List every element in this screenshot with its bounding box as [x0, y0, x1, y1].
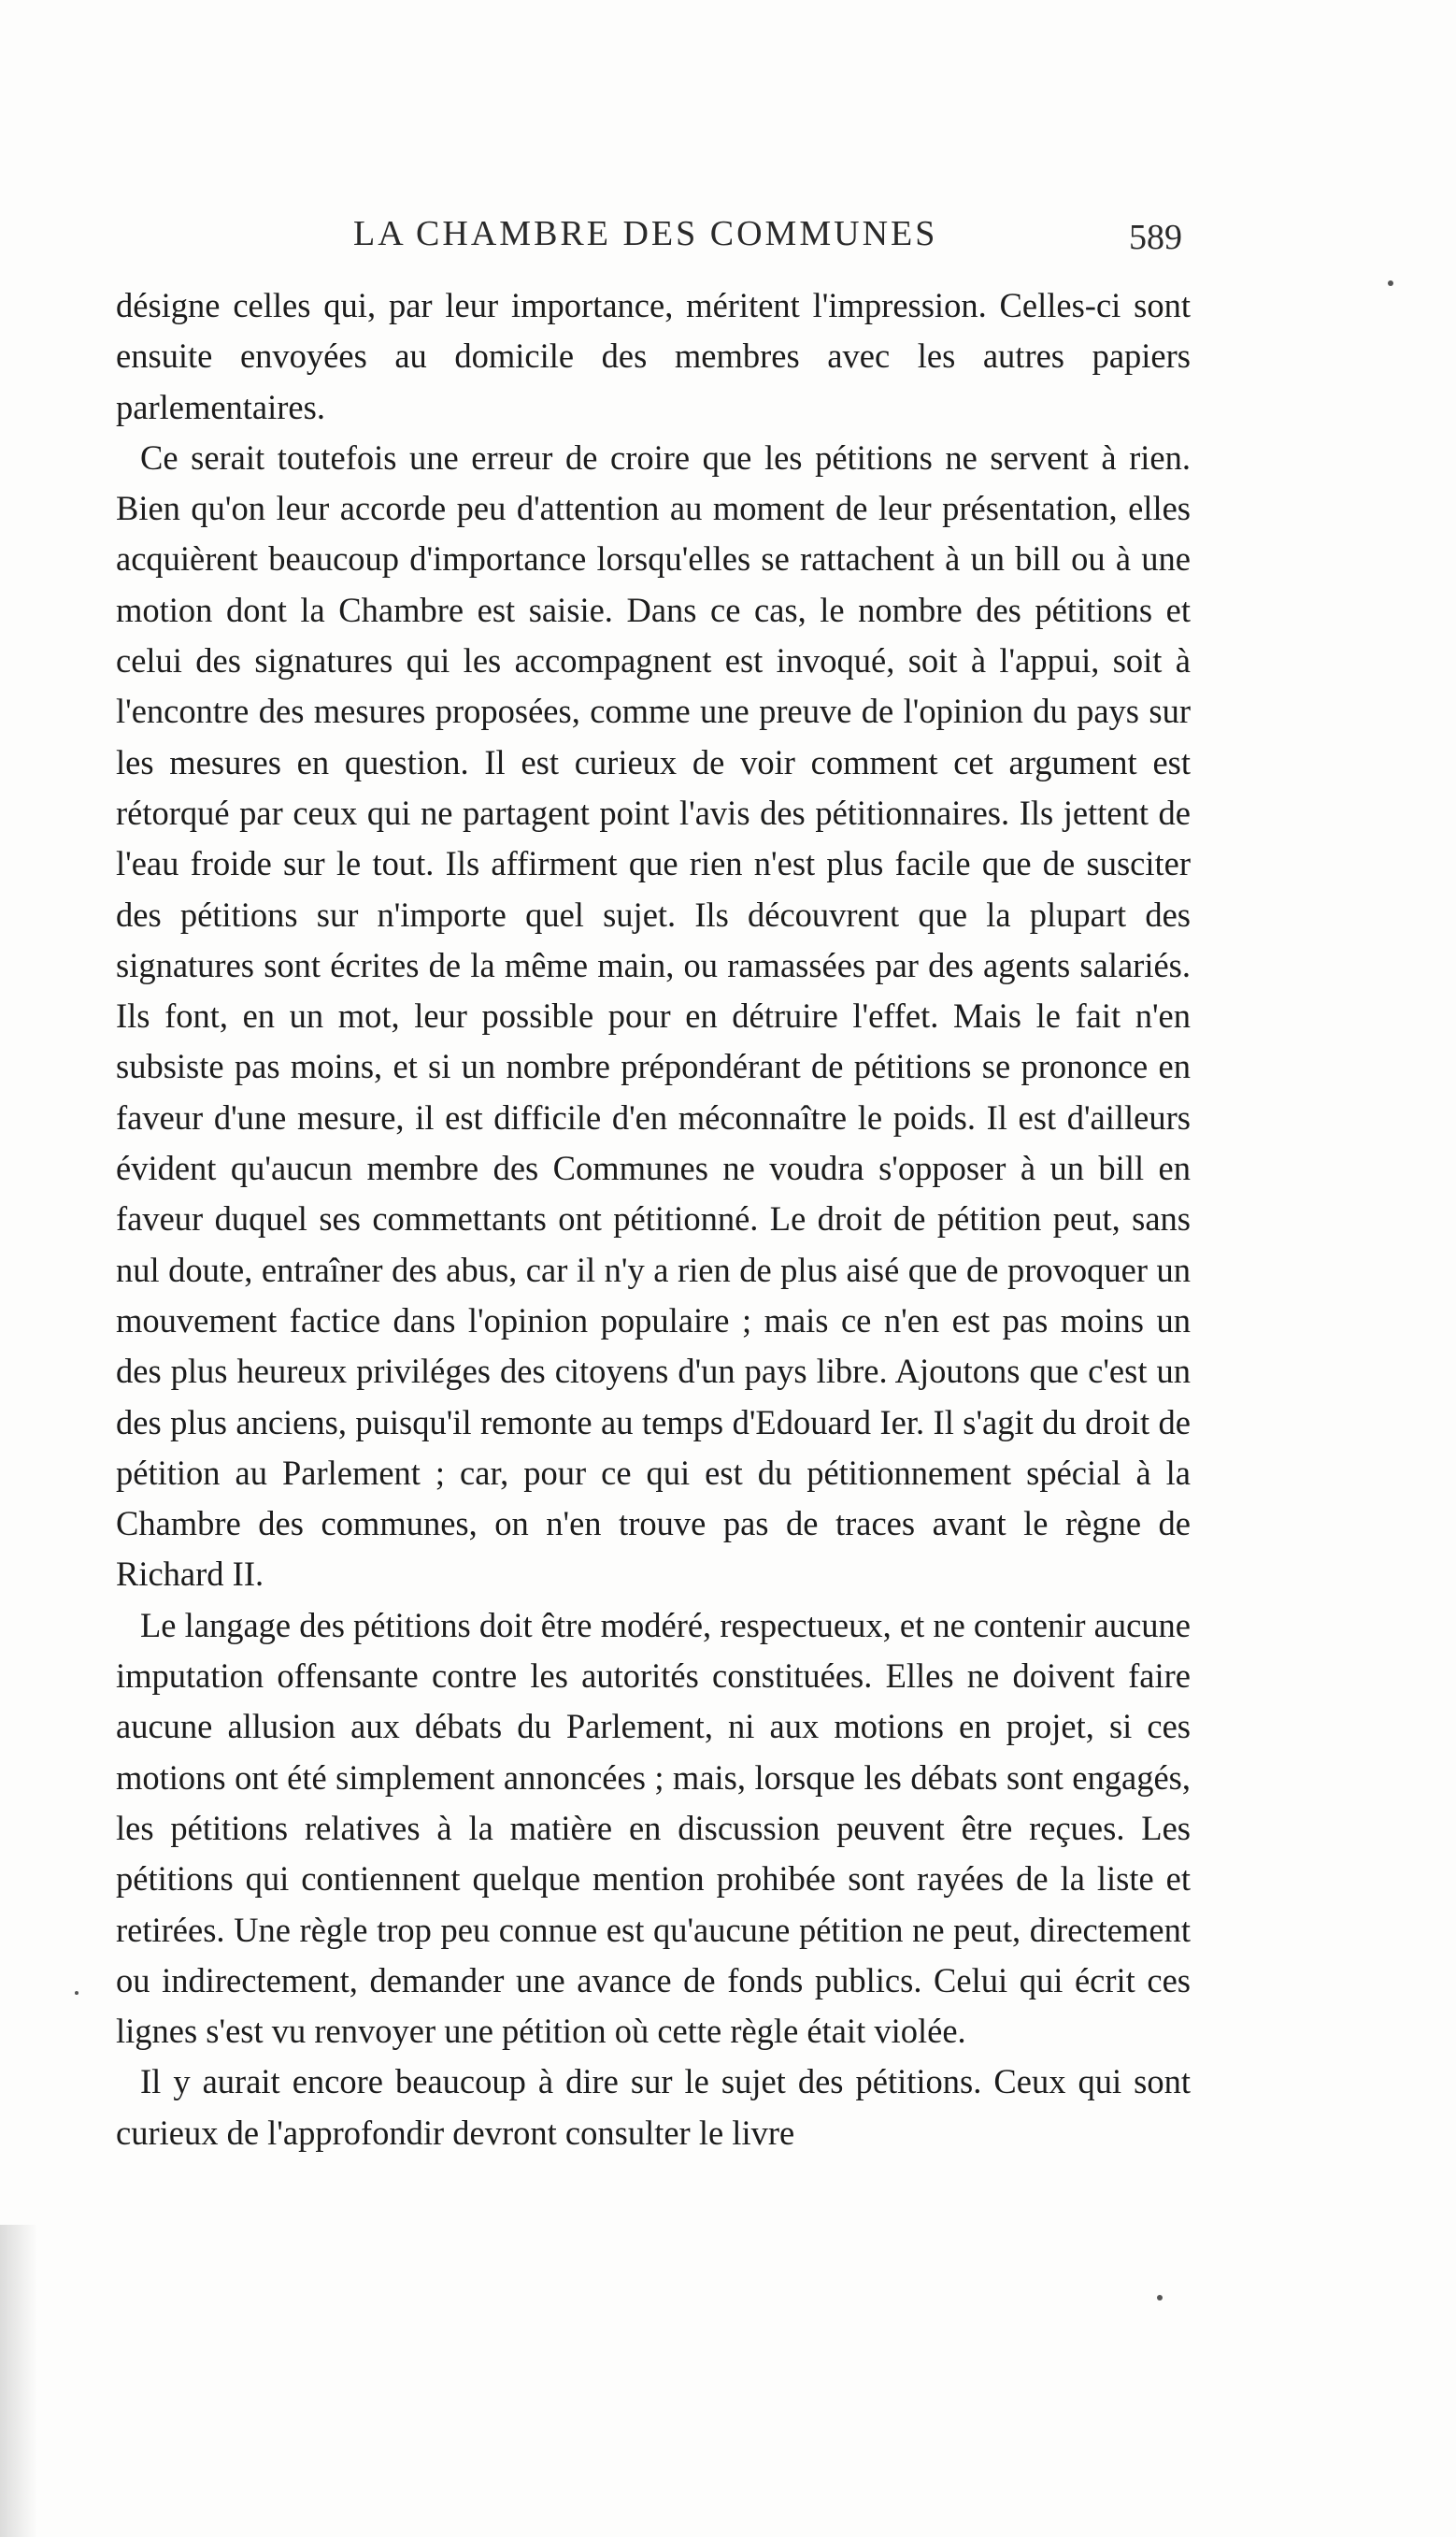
scan-edge-shadow: [0, 2225, 37, 2537]
paragraph-petitions-language: Le langage des pétitions doit être modéré, respectueux, et ne contenir aucune imputation offensante contre les autorités constituées. Elles ne doivent faire aucune allusion aux débats du Parlement, ni aux motions en projet, si ces motions ont été simplement annoncées ; mais, lorsque les débats sont engagés, les pétitions relatives à la matière en discussion peuvent être reçues. Les pétitions qui contiennent quelque mention prohibée sont rayées de la liste et retirées. Une règle trop peu connue est qu'aucune pétition ne peut, directement ou indirectement, demander une avance de fonds publics. Celui qui écrit ces lignes s'est vu renvoyer une pétition où cette règle était violée.: [116, 1605, 1191, 2051]
running-title: LA CHAMBRE DES COMMUNES: [353, 214, 938, 253]
page-number: 589: [1129, 218, 1182, 257]
scan-speck: [1388, 280, 1393, 286]
paragraph-petitions-conclusion: Il y aurait encore beaucoup à dire sur le sujet des pétitions. Ceux qui sont curieux de l'approfondir devront consulter le livre: [116, 2062, 1191, 2152]
scan-speck: [75, 1991, 79, 1995]
body-text: [116, 280, 1191, 2158]
scan-speck: [1157, 2295, 1163, 2300]
paragraph-petitions-utility: Ce serait toutefois une erreur de croire que les pétitions ne servent à rien. Bien qu'on leur accorde peu d'attention au moment de leur présentation, elles acquièrent beaucoup d'importance lorsqu'elles se rattachent à un bill ou à une motion dont la Chambre est saisie. Dans ce cas, le nombre des pétitions et celui des signatures qui les accompagnent est invoqué, soit à l'appui, soit à l'encontre des mesures proposées, comme une preuve de l'opinion du pays sur les mesures en question. Il est curieux de voir comment cet argument est rétorqué par ceux qui ne partagent point l'avis des pétitionnaires. Ils jettent de l'eau froide sur le tout. Ils affirment que rien n'est plus facile que de susciter des pétitions sur n'importe quel sujet. Ils découvrent que la plupart des signatures sont écrites de la même main, ou ramassées par des agents salariés. Ils font, en un mot, leur possible pour en détruire l'effet. Mais le fait n'en subsiste pas moins, et si un nombre prépondérant de pétitions se prononce en faveur d'une mesure, il est difficile d'en méconnaître le poids. Il est d'ailleurs évident qu'aucun membre des Communes ne voudra s'opposer à un bill en faveur duquel ses commettants ont pétitionné. Le droit de pétition peut, sans nul doute, entraîner des abus, car il n'y a rien de plus aisé que de provoquer un mouvement factice dans l'opinion populaire ; mais ce n'en est pas moins un des plus heureux priviléges des citoyens d'un pays libre. Ajoutons que c'est un des plus anciens, puisqu'il remonte au temps d'Edouard Ier. Il s'agit du droit de pétition au Parlement ; car, pour ce qui est du pétitionnement spécial à la Chambre des communes, on n'en trouve pas de traces avant le règne de Richard II.: [116, 437, 1191, 1594]
paragraph-continued: désigne celles qui, par leur importance, méritent l'impression. Celles-ci sont ensuite envoyées au domicile des membres avec les autres papiers parlementaires.: [116, 286, 1191, 426]
